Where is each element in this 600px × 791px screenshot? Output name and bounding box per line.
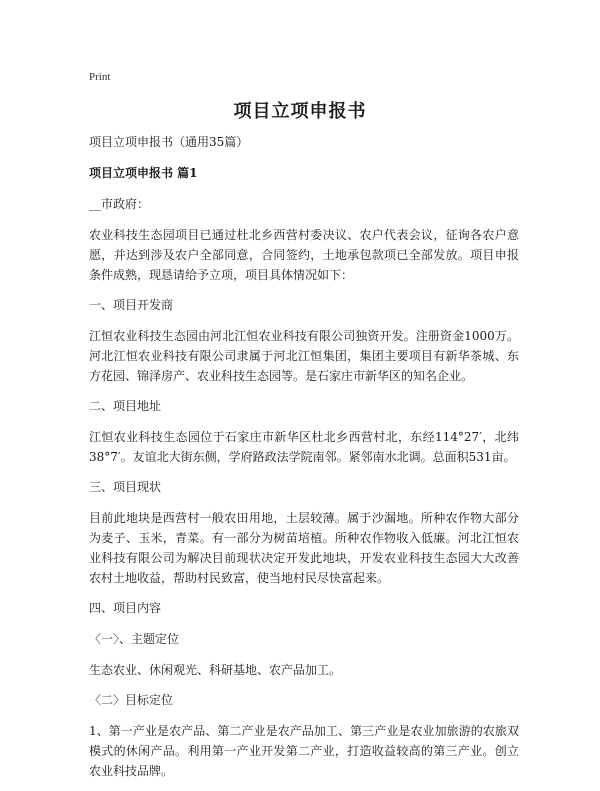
document-title: 项目立项申报书 bbox=[233, 101, 367, 122]
theme-paragraph: 生态农业、休闲观光、科研基地、农产品加工。 bbox=[89, 663, 342, 677]
salutation: __市政府： bbox=[89, 197, 150, 211]
document-body bbox=[89, 132, 519, 791]
developer-paragraph: 江恒农业科技生态园由河北江恒农业科技有限公司独资开发。注册资金1000万。河北江恒农业科技有限公司隶属于河北江恒集团，集团主要项目有新华茶城、东方花园、锦泽房产、农业科技生态园等。是石家庄市新华区的知名企业。 bbox=[89, 329, 519, 383]
subheading-theme: 〈一〉、主题定位 bbox=[89, 632, 180, 646]
heading-developer: 一、项目开发商 bbox=[89, 298, 174, 312]
status-paragraph: 目前此地块是西营村一般农田用地，土层较薄。属于沙漏地。所种农作物大部分为麦子、玉米，青菜。有一部分为树苗培植。所种农作物收入低廉。河北江恒农业科技有限公司为解决目前现状决定开发此地块，开发农业科技生态园大大改善农村土地收益，帮助村民致富，使当地村民尽快富起来。 bbox=[89, 511, 519, 585]
document-subtitle: 项目立项申报书（通用35篇） bbox=[89, 135, 249, 149]
heading-content: 四、项目内容 bbox=[89, 601, 162, 615]
print-label[interactable]: Print bbox=[89, 71, 111, 83]
heading-address: 二、项目地址 bbox=[89, 399, 162, 413]
section-title: 项目立项申报书 篇1 bbox=[89, 166, 198, 180]
address-paragraph: 江恒农业科技生态园位于石家庄市新华区杜北乡西营村北，东经114°27′，北纬38°7′。友谊北大街东侧，学府路政法学院南邻。紧邻南水北调。总面积531亩。 bbox=[89, 430, 519, 464]
target-paragraph: 1、第一产业是农产品、第二产业是农产品加工、第三产业是农业加旅游的农旅双模式的休闲产品。利用第一产业开发第二产业，打造收益较高的第三产业。创立农业科技品牌。 bbox=[89, 724, 519, 778]
subheading-target: 〈二〉目标定位 bbox=[89, 693, 174, 707]
heading-status: 三、项目现状 bbox=[89, 480, 162, 494]
intro-paragraph: 农业科技生态园项目已通过杜北乡西营村委决议、农户代表会议，征询各农户意愿，并达到涉及农户全部同意，合同签约，土地承包款项已全部发放。项目申报条件成熟，现恳请给予立项，项目具体情况如下： bbox=[89, 228, 519, 282]
